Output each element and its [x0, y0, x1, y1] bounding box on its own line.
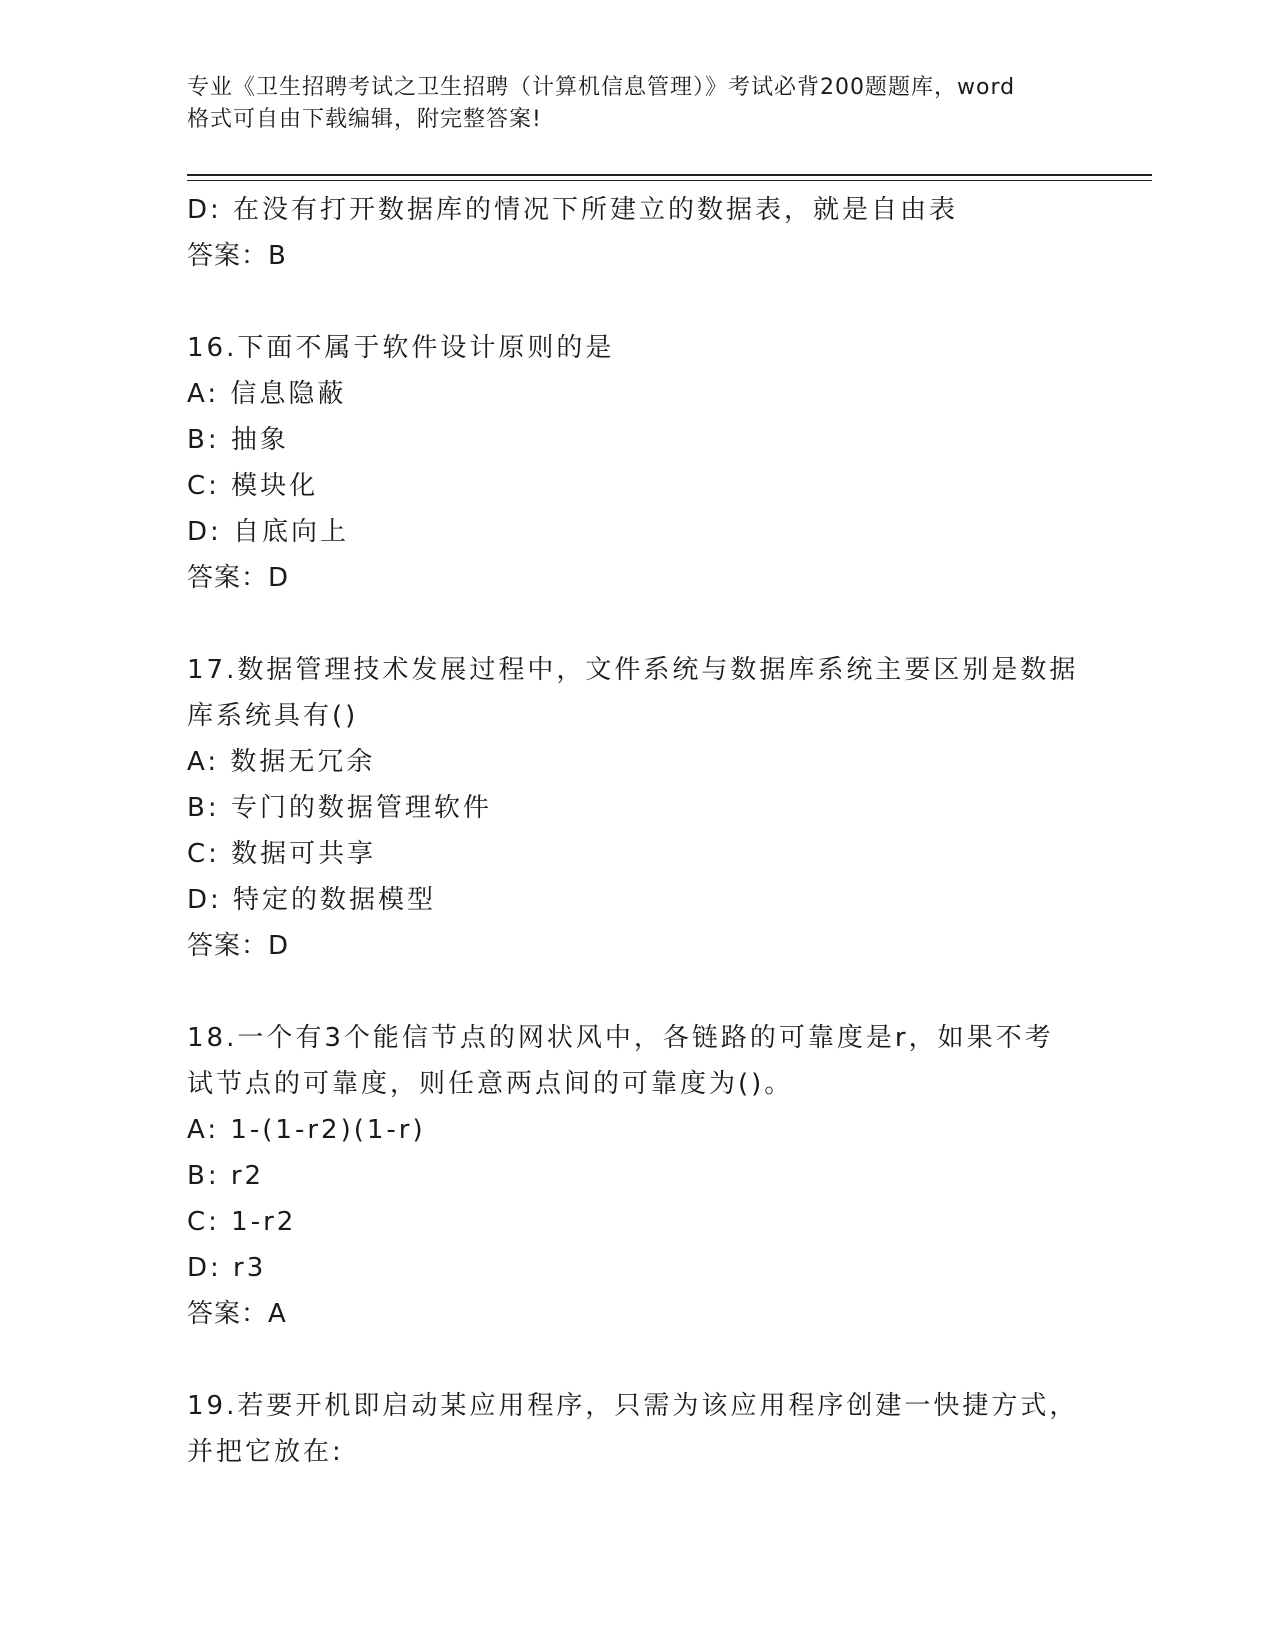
header-rule-thin	[187, 180, 1152, 181]
spacer	[187, 1337, 1087, 1383]
q18-question-line-2: 试节点的可靠度，则任意两点间的可靠度为()。	[187, 1069, 794, 1099]
q16-option-c: C: 模块化	[187, 471, 319, 501]
document-header	[187, 72, 1087, 136]
q19-question-line-2: 并把它放在:	[187, 1437, 344, 1467]
q19-question-line-1: 19.若要开机即启动某应用程序，只需为该应用程序创建一快捷方式，	[187, 1391, 1079, 1421]
q15-answer: 答案：B	[187, 241, 287, 271]
spacer	[187, 601, 1087, 647]
q16-option-a: A: 信息隐蔽	[187, 379, 347, 409]
spacer	[187, 969, 1087, 1015]
q18-option-c: C: 1-r2	[187, 1207, 297, 1237]
q18-question-line-1: 18.一个有3个能信节点的网状风中，各链路的可靠度是r，如果不考	[187, 1023, 1054, 1053]
q17-option-d: D: 特定的数据模型	[187, 885, 437, 915]
q18-option-d: D: r3	[187, 1253, 267, 1283]
q16-answer: 答案：D	[187, 563, 290, 593]
q18-answer: 答案：A	[187, 1299, 287, 1329]
q16-question: 16.下面不属于软件设计原则的是	[187, 333, 615, 363]
q17-option-b: B: 专门的数据管理软件	[187, 793, 492, 823]
q17-question-line-2: 库系统具有()	[187, 701, 359, 731]
q17-option-a: A: 数据无冗余	[187, 747, 376, 777]
header-rule-thick	[187, 174, 1152, 176]
q17-question-line-1: 17.数据管理技术发展过程中，文件系统与数据库系统主要区别是数据	[187, 655, 1079, 685]
header-line-1: 专业《卫生招聘考试之卫生招聘（计算机信息管理）》考试必背200题题库，word	[187, 75, 1016, 100]
q15-option-d: D: 在没有打开数据库的情况下所建立的数据表，就是自由表	[187, 195, 959, 225]
q16-option-b: B: 抽象	[187, 425, 289, 455]
q18-option-b: B: r2	[187, 1161, 265, 1191]
q16-option-d: D: 自底向上	[187, 517, 350, 547]
header-line-2: 格式可自由下载编辑，附完整答案!	[187, 107, 542, 132]
spacer	[187, 279, 1087, 325]
q17-answer: 答案：D	[187, 931, 290, 961]
q17-option-c: C: 数据可共享	[187, 839, 377, 869]
document-body	[187, 187, 1087, 1475]
q18-option-a: A: 1-(1-r2)(1-r)	[187, 1115, 426, 1145]
